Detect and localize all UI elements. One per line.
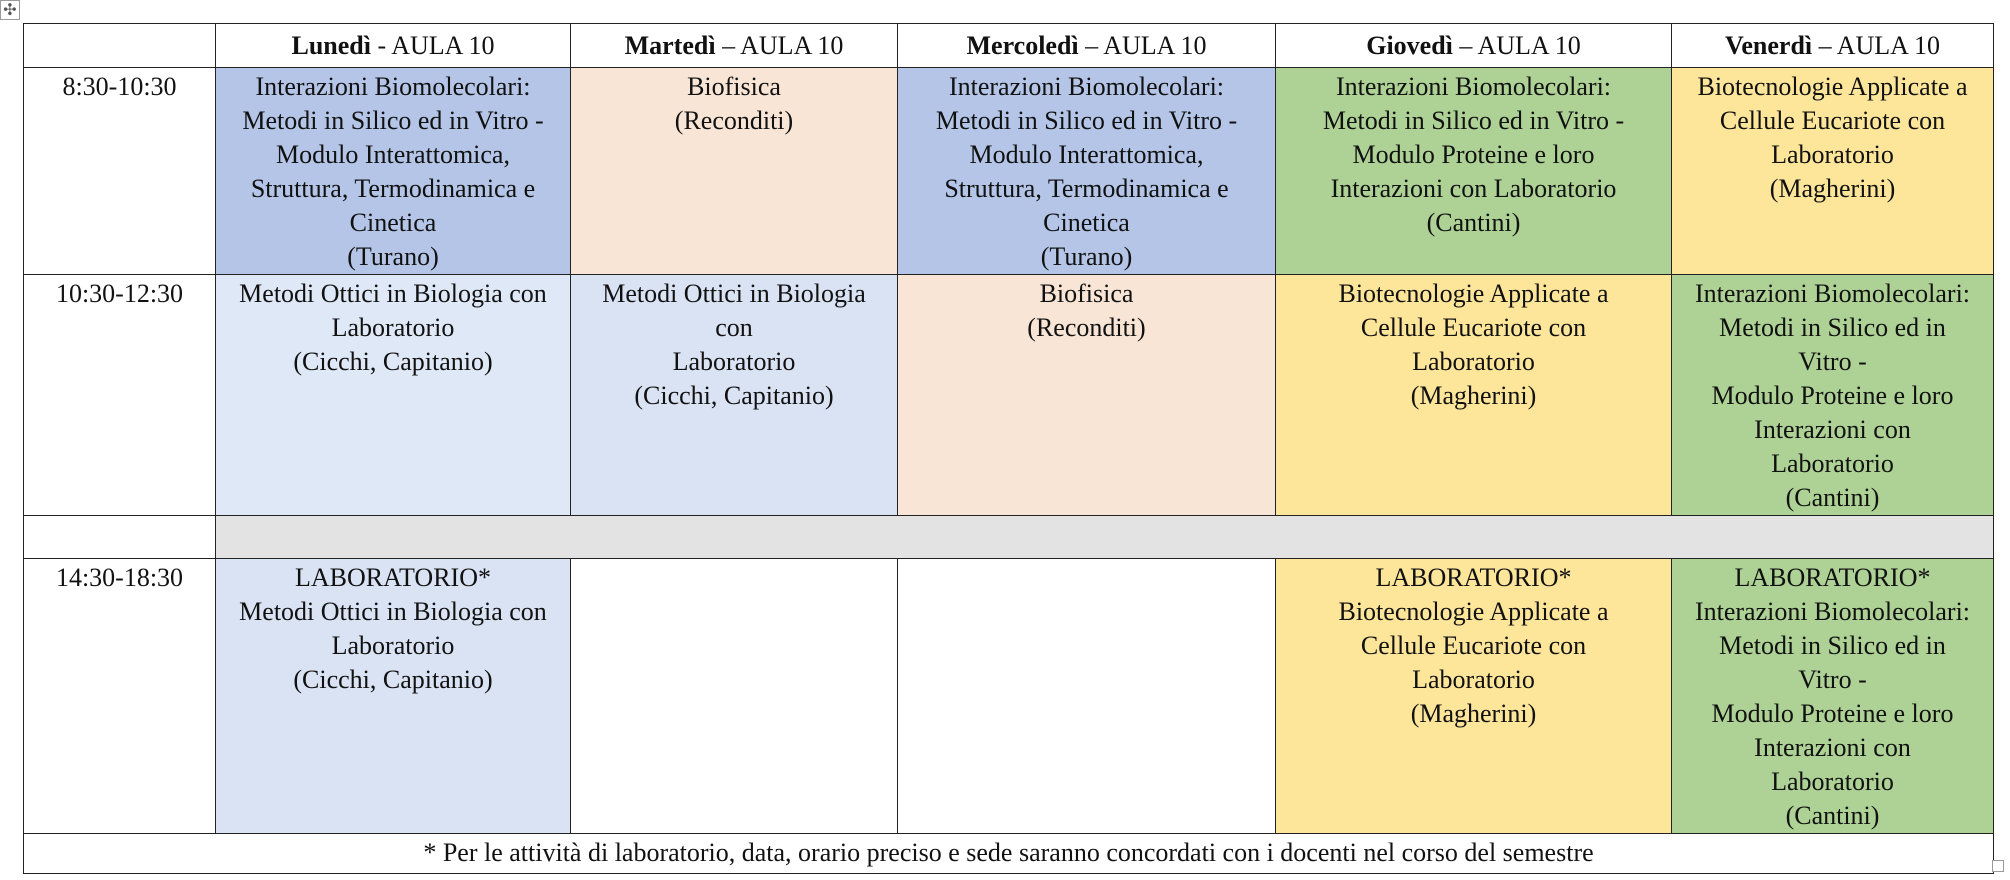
time-slot-row (24, 68, 1994, 275)
lesson-text-line: (Cicchi, Capitanio) (634, 381, 834, 410)
lesson-text-line: Metodi in Silico ed in (1719, 313, 1946, 342)
lesson-cell[interactable] (1672, 275, 1994, 516)
lesson-text-line: Laboratorio (1771, 140, 1894, 169)
lesson-text-line: Interazioni Biomolecolari: (948, 72, 1225, 101)
lesson-text-line: Interazioni con (1754, 415, 1911, 444)
lesson-text-line: Metodi in Silico ed in Vitro - (935, 106, 1238, 135)
room-label: – AULA 10 (715, 30, 844, 60)
lesson-text-line: Cellule Eucariote con (1360, 313, 1587, 342)
room-label: – AULA 10 (1812, 30, 1940, 60)
lesson-text-line: (Magherini) (1410, 699, 1537, 728)
lesson-text-line: con (715, 313, 753, 342)
lesson-cell[interactable] (216, 275, 571, 516)
lesson-text-line: Interazioni Biomolecolari: (255, 72, 531, 101)
lesson-text-line: Biofisica (687, 72, 781, 101)
lesson-text-line: Modulo Proteine e loro (1711, 381, 1954, 410)
lesson-text-line: Biotecnologie Applicate a (1697, 72, 1968, 101)
time-slot-label: 8:30-10:30 (24, 68, 216, 275)
lesson-text-line: Laboratorio (1771, 767, 1894, 796)
time-slot-row (24, 275, 1994, 516)
empty-cell[interactable] (571, 559, 898, 834)
lesson-text-line: Biotecnologie Applicate a (1338, 597, 1609, 626)
lesson-cell[interactable] (1672, 68, 1994, 275)
lesson-text-line: (Cicchi, Capitanio) (293, 665, 493, 694)
lesson-text-line: (Reconditi) (1027, 313, 1146, 342)
lesson-text-line: (Cantini) (1785, 801, 1880, 830)
time-slot-label: 10:30-12:30 (24, 275, 216, 516)
lesson-text-line: Interazioni con Laboratorio (1330, 174, 1617, 203)
lesson-text-line: Metodi Ottici in Biologia con (239, 279, 547, 308)
lesson-text-line: Cinetica (349, 208, 437, 237)
lesson-text-line: (Turano) (347, 242, 439, 271)
lesson-text-line: Metodi in Silico ed in (1719, 631, 1946, 660)
lesson-text-line: Modulo Proteine e loro (1352, 140, 1595, 169)
lesson-text-line: Interazioni con (1754, 733, 1911, 762)
lesson-text-line: (Cantini) (1785, 483, 1880, 512)
day-name: Mercoledì (966, 30, 1079, 60)
header-thursday (1276, 24, 1672, 68)
room-label: – AULA 10 (1452, 30, 1581, 60)
break-time-cell (24, 516, 216, 559)
weekly-timetable (23, 23, 1994, 874)
lesson-text-line: Cellule Eucariote con (1719, 106, 1946, 135)
lesson-text-line: Metodi Ottici in Biologia (602, 279, 866, 308)
lesson-text-line: Laboratorio (331, 631, 455, 660)
lesson-text-line: Modulo Proteine e loro (1711, 699, 1954, 728)
lesson-text-line: Struttura, Termodinamica e (944, 174, 1229, 203)
lesson-text-line: Biotecnologie Applicate a (1338, 279, 1609, 308)
time-slot-label: 14:30-18:30 (24, 559, 216, 834)
lesson-text-line: Cellule Eucariote con (1360, 631, 1587, 660)
lesson-text-line: Metodi in Silico ed in Vitro - (242, 106, 544, 135)
lesson-cell[interactable] (1276, 559, 1672, 834)
lesson-text-line: Cinetica (1043, 208, 1130, 237)
day-name: Martedì (624, 30, 716, 60)
lesson-text-line: Laboratorio (1412, 347, 1535, 376)
lesson-text-line: (Magherini) (1410, 381, 1537, 410)
lesson-text-line: LABORATORIO* (1734, 563, 1931, 592)
lesson-text-line: LABORATORIO* (1375, 563, 1572, 592)
lesson-cell[interactable] (898, 275, 1276, 516)
lesson-text-line: Modulo Interattomica, (969, 140, 1204, 169)
table-move-handle-icon[interactable]: ✣ (0, 0, 20, 20)
lesson-text-line: (Reconditi) (674, 106, 794, 135)
lesson-cell[interactable] (1276, 68, 1672, 275)
day-name: Venerdì (1725, 30, 1813, 60)
room-label: – AULA 10 (1078, 30, 1207, 60)
header-monday (216, 24, 571, 68)
lesson-text-line: Laboratorio (1771, 449, 1894, 478)
day-name: Lunedì (291, 30, 371, 60)
header-corner-cell (24, 24, 216, 68)
lesson-cell[interactable] (1672, 559, 1994, 834)
lesson-text-line: (Cicchi, Capitanio) (293, 347, 493, 376)
lesson-text-line: Metodi Ottici in Biologia con (239, 597, 547, 626)
lesson-cell[interactable] (571, 275, 898, 516)
footnote-row (24, 834, 1994, 874)
lesson-text-line: Laboratorio (1412, 665, 1535, 694)
lesson-text-line: Vitro - (1798, 347, 1867, 376)
lesson-text-line: (Magherini) (1769, 174, 1896, 203)
lesson-text-line: Metodi in Silico ed in Vitro - (1322, 106, 1625, 135)
lesson-text-line: Vitro - (1798, 665, 1867, 694)
lesson-cell[interactable] (571, 68, 898, 275)
header-friday (1672, 24, 1994, 68)
footnote: * Per le attività di laboratorio, data, orario preciso e sede saranno concordati con i docenti nel corso del semestre (24, 834, 1994, 874)
lesson-text-line: Struttura, Termodinamica e (250, 174, 536, 203)
header-row (24, 24, 1994, 68)
lesson-text-line: Interazioni Biomolecolari: (1694, 279, 1971, 308)
lesson-text-line: Biofisica (1039, 279, 1134, 308)
day-name: Giovedì (1366, 30, 1453, 60)
lesson-text-line: (Turano) (1040, 242, 1133, 271)
empty-cell[interactable] (898, 559, 1276, 834)
lunch-break-row (24, 516, 1994, 559)
table-resize-handle[interactable] (1992, 860, 2004, 872)
lesson-text-line: Interazioni Biomolecolari: (1335, 72, 1612, 101)
lesson-text-line: Laboratorio (331, 313, 455, 342)
lesson-cell[interactable] (216, 68, 571, 275)
lesson-text-line: (Cantini) (1426, 208, 1521, 237)
lesson-cell[interactable] (898, 68, 1276, 275)
break-cell (216, 516, 1994, 559)
lesson-cell[interactable] (216, 559, 571, 834)
header-wednesday (898, 24, 1276, 68)
header-tuesday (571, 24, 898, 68)
lesson-text-line: Interazioni Biomolecolari: (1694, 597, 1971, 626)
lesson-cell[interactable] (1276, 275, 1672, 516)
room-label: - AULA 10 (371, 30, 495, 60)
time-slot-row (24, 559, 1994, 834)
lesson-text-line: LABORATORIO* (295, 563, 491, 592)
lesson-text-line: Modulo Interattomica, (276, 140, 510, 169)
lesson-text-line: Laboratorio (672, 347, 796, 376)
